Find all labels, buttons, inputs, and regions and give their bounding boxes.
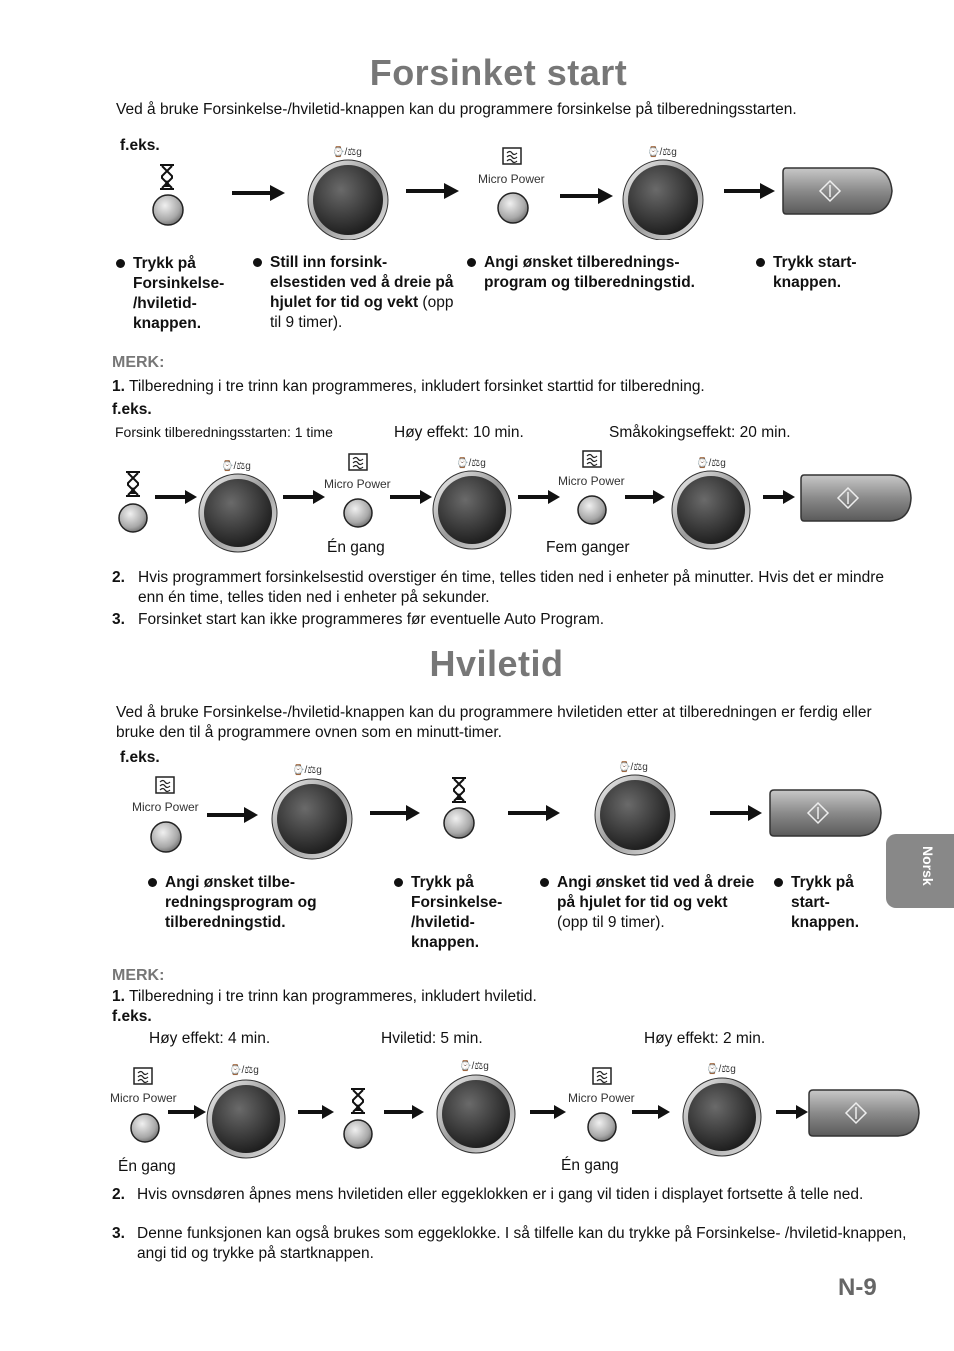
arrow-icon bbox=[232, 185, 285, 201]
delay-stand-button[interactable] bbox=[444, 808, 474, 838]
dial-label: ⌚/⚖g bbox=[647, 147, 677, 158]
bullet bbox=[253, 258, 262, 267]
micro-power-label: Micro Power bbox=[478, 172, 545, 186]
bullet bbox=[540, 878, 549, 887]
arrow-icon bbox=[560, 188, 613, 204]
micro-power-label: Micro Power bbox=[110, 1091, 177, 1105]
step-text: Still inn forsink- elsestiden ved å dreie på hjulet for tid og vekt bbox=[270, 254, 454, 311]
step-text: Trykk på start- knappen. bbox=[791, 874, 860, 931]
language-side-tab bbox=[886, 834, 954, 908]
section2-note-1 bbox=[112, 987, 912, 1007]
section2-diagram bbox=[0, 755, 954, 865]
bullet bbox=[467, 258, 476, 267]
arrow-icon bbox=[763, 490, 795, 504]
step-text: Angi ønsket tilbe- redningsprogram og tilberedningstid. bbox=[165, 874, 317, 931]
note-text: Tilberedning i tre trinn kan programmeres, inkludert hviletid. bbox=[128, 988, 537, 1005]
arrow-icon bbox=[155, 490, 197, 504]
section1-step-3 bbox=[484, 253, 734, 293]
section2-sequence bbox=[0, 1052, 954, 1162]
arrow-icon bbox=[298, 1105, 334, 1119]
note-text: Tilberedning i tre trinn kan programmeres, inkludert forsinket starttid for tilberedning. bbox=[128, 378, 705, 395]
section1-diagram-svg bbox=[0, 140, 954, 240]
section2-note-2 bbox=[112, 1185, 907, 1205]
arrow-icon bbox=[724, 183, 775, 199]
micro-power-button[interactable] bbox=[131, 1114, 159, 1142]
start-button[interactable] bbox=[770, 790, 881, 836]
note-number: 1. bbox=[112, 988, 125, 1005]
page-number: N-9 bbox=[838, 1274, 877, 1301]
seq-sublabel: Én gang bbox=[327, 539, 385, 556]
note-number: 2. bbox=[112, 1186, 125, 1203]
step-text: Angi ønsket tid ved å dreie på hjulet for tid og vekt bbox=[557, 874, 755, 911]
micro-power-label: Micro Power bbox=[568, 1091, 635, 1105]
section1-note-3 bbox=[112, 610, 898, 630]
seq-sublabel: Én gang bbox=[118, 1158, 176, 1175]
note-number: 2. bbox=[112, 569, 125, 586]
section1-sequence bbox=[0, 448, 954, 558]
section1-sequence-svg bbox=[0, 448, 954, 558]
seq-label: Småkokingseffekt: 20 min. bbox=[609, 424, 791, 441]
arrow-icon bbox=[168, 1105, 206, 1119]
section2-merk: MERK: bbox=[112, 967, 165, 984]
bullet bbox=[148, 878, 157, 887]
hourglass-icon bbox=[126, 472, 140, 496]
section2-step-2 bbox=[411, 873, 521, 953]
section1-diagram bbox=[0, 140, 954, 240]
section2-step-4 bbox=[791, 873, 876, 933]
arrow-icon bbox=[518, 490, 560, 504]
arrow-icon bbox=[283, 490, 325, 504]
arrow-icon bbox=[625, 490, 665, 504]
arrow-icon bbox=[508, 805, 560, 821]
dial-label: ⌚/⚖g bbox=[292, 765, 322, 776]
delay-stand-button[interactable] bbox=[153, 195, 183, 225]
arrow-icon bbox=[632, 1105, 670, 1119]
note-text: Hvis ovnsdøren åpnes mens hviletiden eller eggeklokken er i gang vil tiden i displayet fortsette å telle ned. bbox=[137, 1186, 864, 1203]
start-button[interactable] bbox=[783, 168, 892, 214]
seq-sublabel: Én gang bbox=[561, 1157, 619, 1174]
section2-sequence-svg bbox=[0, 1052, 954, 1162]
section1-note-1 bbox=[112, 377, 912, 397]
seq-label: Høy effekt: 2 min. bbox=[644, 1030, 766, 1047]
micro-power-button[interactable] bbox=[151, 822, 181, 852]
step-text: Trykk på Forsinkelse- /hviletid- knappen. bbox=[411, 874, 503, 951]
step-text: Trykk start- knappen. bbox=[773, 254, 857, 291]
note-text: Forsinket start kan ikke programmeres før eventuelle Auto Program. bbox=[138, 611, 605, 628]
section1-step-4 bbox=[773, 253, 883, 293]
section2-step-1 bbox=[165, 873, 345, 933]
seq-label: Hviletid: 5 min. bbox=[381, 1030, 483, 1047]
dial-label: ⌚/⚖g bbox=[229, 1065, 259, 1076]
hourglass-icon bbox=[160, 165, 174, 189]
seq-label: Høy effekt: 10 min. bbox=[394, 424, 524, 441]
language-tab-label: Norsk bbox=[920, 846, 936, 886]
dial-label: ⌚/⚖g bbox=[706, 1064, 736, 1075]
section2-note-3 bbox=[112, 1224, 907, 1264]
section2-diagram-svg bbox=[0, 755, 954, 865]
section1-intro: Ved å bruke Forsinkelse-/hviletid-knappen kan du programmere forsinkelse på tilberedningsstarten. bbox=[116, 101, 797, 118]
micro-power-button[interactable] bbox=[498, 193, 528, 223]
section1-example-label: f.eks. bbox=[120, 137, 160, 154]
note-text: Hvis programmert forsinkelsestid overstiger én time, telles tiden ned i enheter på minutter. Hvis det er mindre enn én time, telles tiden ned i enheter på sekunder. bbox=[138, 569, 885, 606]
micro-power-label: Micro Power bbox=[558, 474, 625, 488]
start-button[interactable] bbox=[801, 475, 911, 521]
dial-label: ⌚/⚖g bbox=[456, 458, 486, 469]
section1-step-1 bbox=[133, 254, 243, 334]
note-number: 3. bbox=[112, 611, 125, 628]
bullet bbox=[394, 878, 403, 887]
step-text-normal: (opp til 9 timer). bbox=[557, 914, 665, 931]
section1-merk: MERK: bbox=[112, 354, 165, 371]
section2-intro: Ved å bruke Forsinkelse-/hviletid-knappen kan du programmere hviletiden etter at tilberedningen er ferdig eller bruke den til å programmere ovnen som en minutt-timer. bbox=[116, 704, 872, 741]
micro-power-button[interactable] bbox=[578, 496, 606, 524]
section1-note-2 bbox=[112, 568, 898, 608]
bullet bbox=[116, 259, 125, 268]
note-text: Denne funksjonen kan også brukes som eggeklokke. I så tilfelle kan du trykke på Forsinkelse- /hviletid-knappen, angi tid og trykke på startknappen. bbox=[137, 1225, 907, 1262]
dial-label: ⌚/⚖g bbox=[332, 147, 362, 158]
section1-title: Forsinket start bbox=[369, 52, 628, 93]
section1-step-2 bbox=[270, 253, 460, 333]
arrow-icon bbox=[530, 1105, 566, 1119]
seq-label: Høy effekt: 4 min. bbox=[149, 1030, 271, 1047]
arrow-icon bbox=[710, 805, 762, 821]
micro-power-label: Micro Power bbox=[132, 800, 199, 814]
micro-power-label: Micro Power bbox=[324, 477, 391, 491]
dial-label: ⌚/⚖g bbox=[459, 1061, 489, 1072]
micro-power-button[interactable] bbox=[588, 1113, 616, 1141]
section2-example-label: f.eks. bbox=[120, 749, 160, 766]
arrow-icon bbox=[370, 805, 420, 821]
hourglass-icon bbox=[452, 778, 466, 802]
arrow-icon bbox=[776, 1105, 808, 1119]
step-text-normal: (opp til 9 timer). bbox=[270, 294, 454, 331]
note-number: 1. bbox=[112, 378, 125, 395]
seq-sublabel: Fem ganger bbox=[546, 539, 630, 556]
arrow-icon bbox=[390, 490, 432, 504]
arrow-icon bbox=[384, 1105, 424, 1119]
seq-label: Forsink tilberedningsstarten: 1 time bbox=[115, 424, 333, 440]
arrow-icon bbox=[207, 807, 258, 823]
dial-label: ⌚/⚖g bbox=[618, 762, 648, 773]
bullet bbox=[774, 878, 783, 887]
section1-note-example: f.eks. bbox=[112, 401, 152, 418]
arrow-icon bbox=[406, 183, 459, 199]
bullet bbox=[756, 258, 765, 267]
dial-label: ⌚/⚖g bbox=[696, 458, 726, 469]
step-text: Angi ønsket tilberednings- program og tilberedningstid. bbox=[484, 254, 695, 291]
section2-title: Hviletid bbox=[429, 643, 564, 684]
delay-stand-button[interactable] bbox=[119, 504, 147, 532]
start-button[interactable] bbox=[809, 1090, 919, 1136]
hourglass-icon bbox=[351, 1089, 365, 1113]
section2-step-3 bbox=[557, 873, 757, 933]
section2-note-example: f.eks. bbox=[112, 1008, 152, 1025]
delay-stand-button[interactable] bbox=[344, 1120, 372, 1148]
dial-label: ⌚/⚖g bbox=[221, 461, 251, 472]
step-text: Trykk på Forsinkelse- /hviletid- knappen. bbox=[133, 255, 225, 332]
micro-power-button[interactable] bbox=[344, 499, 372, 527]
note-number: 3. bbox=[112, 1225, 125, 1242]
